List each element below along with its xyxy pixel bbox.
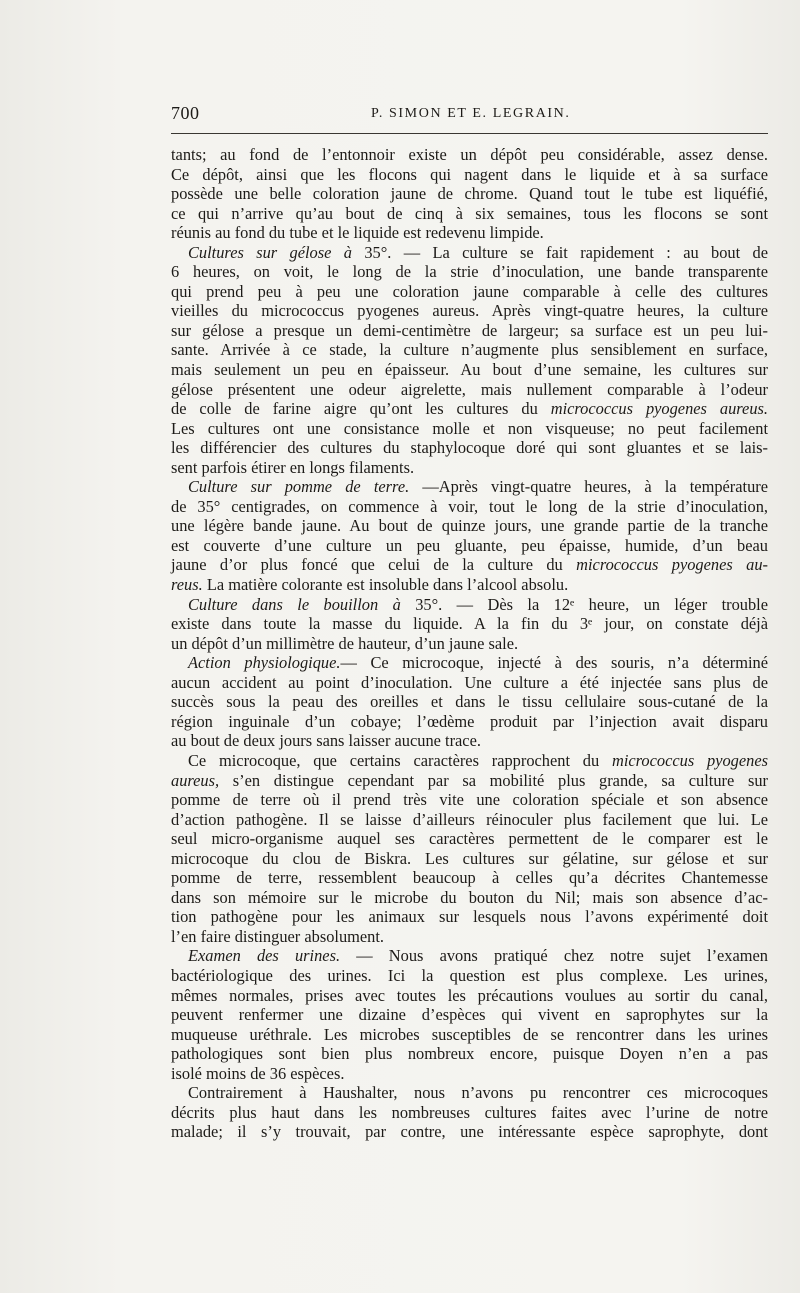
text-segment: Les cultures ont une consistance molle et non visqueuse; no peut facilement <box>171 418 768 438</box>
text-line <box>171 575 768 595</box>
text-line <box>171 340 768 360</box>
text-segment: réunis au fond du tube et le liquide est redevenu limpide. <box>171 223 544 243</box>
text-segment: l’en faire distinguer absolument. <box>171 926 385 946</box>
text-segment: sur gélose a presque un demi-centimètre de largeur; sa surface est un peu lui- <box>171 320 768 340</box>
text-line <box>171 927 768 947</box>
text-line <box>171 868 768 888</box>
text-segment: aucun accident au point d’inoculation. Une culture a été injectée sans plus de <box>171 672 768 692</box>
text-segment: La matière colorante est insoluble dans l’alcool absolu. <box>202 575 569 595</box>
text-line <box>171 555 768 575</box>
text-segment: possède une belle coloration jaune de chrome. Quand tout le tube est liquéfié, <box>171 184 768 204</box>
text-line <box>171 477 768 497</box>
italic-text: micrococcus pyogenes aureus. <box>550 399 769 419</box>
text-segment: succès sous la peau des oreilles et dans le tissu cellulaire sous-cutané de la <box>171 692 768 712</box>
italic-text: micrococcus pyogenes <box>612 750 768 770</box>
text-segment: tants; au fond de l’entonnoir existe un dépôt peu considérable, assez dense. <box>171 145 768 164</box>
text-segment: de 35° centigrades, on commence à voir, tout le long de la strie d’inoculation, <box>171 496 768 516</box>
italic-text: reus. <box>171 575 203 595</box>
text-segment: mêmes normales, prises avec toutes les précautions voulues au sortir du canal, <box>171 985 768 1005</box>
text-line <box>171 888 768 908</box>
text-segment: existe dans toute la masse du liquide. A la fin du 3ᵉ jour, on constate déjà <box>171 614 768 634</box>
text-line <box>171 1025 768 1045</box>
text-segment: pomme de terre où il prend très vite une coloration spéciale et son absence <box>171 790 768 810</box>
text-segment: pomme de terre, ressemblent beaucoup à celles qu’a décrites Chantemesse <box>171 868 768 888</box>
text-line <box>171 673 768 693</box>
text-segment: est couverte d’une culture un peu gluante, peu épaisse, humide, d’un beau <box>171 535 768 555</box>
text-line <box>171 282 768 302</box>
header-rule <box>171 133 768 134</box>
text-segment: peuvent renfermer une dizaine d’espèces qui vivent en saprophytes sur la <box>171 1005 768 1025</box>
text-line <box>171 223 768 243</box>
italic-text: Cultures sur gélose à <box>188 242 352 262</box>
text-segment: 35°. — La culture se fait rapidement : au bout de <box>351 242 769 262</box>
text-line <box>171 771 768 791</box>
text-line <box>171 751 768 771</box>
text-line <box>171 907 768 927</box>
text-segment: malade; il s’y trouvait, par contre, une intéressante espèce saprophyte, dont <box>171 1122 768 1142</box>
text-line <box>171 614 768 634</box>
text-segment: dans son mémoire sur le microbe du bouton du Nil; mais son absence d’ac- <box>171 887 768 907</box>
text-line <box>171 790 768 810</box>
italic-text: aureus, <box>171 770 220 790</box>
text-line <box>171 380 768 400</box>
text-line <box>171 1103 768 1123</box>
text-line <box>171 966 768 986</box>
text-line <box>171 399 768 419</box>
text-line <box>171 321 768 341</box>
text-segment: pathologiques sont bien plus nombreux encore, puisque Doyen n’en a pas <box>171 1044 768 1064</box>
text-segment: sante. Arrivée à ce stade, la culture n’augmente plus sensiblement en surface, <box>171 340 768 360</box>
text-segment: bactériologique des urines. Ici la question est plus complexe. Les urines, <box>171 965 768 985</box>
text-segment: gélose présentent une odeur aigrelette, mais nullement comparable à l’odeur <box>171 379 768 399</box>
text-segment: d’action pathogène. Il se laisse d’ailleurs réinoculer plus facilement que lui. Le <box>171 809 768 829</box>
text-line <box>171 536 768 556</box>
text-segment: une légère bande jaune. Au bout de quinze jours, une grande partie de la tranche <box>171 516 768 536</box>
text-segment: qui prend peu à peu une coloration jaune comparable à celle des cultures <box>171 281 768 301</box>
italic-text: Action physiologique. <box>188 653 341 673</box>
text-line <box>171 419 768 439</box>
text-line <box>171 692 768 712</box>
text-line <box>171 712 768 732</box>
text-segment: jaune d’or plus foncé que celui de la culture du <box>171 555 577 575</box>
text-line <box>171 516 768 536</box>
text-segment: — Ce microcoque, injecté à des souris, n’a déterminé <box>340 653 768 673</box>
italic-text: Culture sur pomme de terre. <box>188 477 410 497</box>
text-segment: Ce dépôt, ainsi que les flocons qui nagent dans le liquide et à sa surface <box>171 164 768 184</box>
text-line <box>171 1083 768 1103</box>
text-line <box>171 184 768 204</box>
text-line <box>171 458 768 478</box>
text-segment: tion pathogène pour les animaux sur lesquels nous l’avons expérimenté doit <box>171 907 768 927</box>
text-segment: microcoque du clou de Biskra. Les cultures sur gélatine, sur gélose et sur <box>171 848 768 868</box>
running-head: P. SIMON ET E. LEGRAIN. <box>371 106 571 121</box>
body-text <box>171 145 768 1142</box>
text-line <box>171 262 768 282</box>
text-line <box>171 634 768 654</box>
text-line <box>171 595 768 615</box>
text-line <box>171 145 768 165</box>
text-line <box>171 438 768 458</box>
text-segment: les différencier des cultures du staphylocoque doré qui sont gluantes et se lais- <box>171 438 768 458</box>
page-number: 700 <box>171 103 200 123</box>
text-segment: 35°. — Dès la 12ᵉ heure, un léger trouble <box>400 594 769 614</box>
text-segment: Contrairement à Haushalter, nous n’avons pu rencontrer ces microcoques <box>188 1083 768 1103</box>
italic-text: Examen des urines. <box>188 946 341 966</box>
text-segment: s’en distingue cependant par sa mobilité plus grande, sa culture sur <box>219 770 768 790</box>
text-segment: un dépôt d’un millimètre de hauteur, d’un jaune sale. <box>171 633 519 653</box>
text-line <box>171 1064 768 1084</box>
text-segment: ce qui n’arrive qu’au bout de cinq à six semaines, tous les flocons se sont <box>171 203 768 223</box>
text-segment: mais seulement un peu en épaisseur. Au bout d’une semaine, les cultures sur <box>171 360 768 380</box>
text-segment: —Après vingt-quatre heures, à la température <box>409 477 768 497</box>
text-line <box>171 810 768 830</box>
text-line <box>171 165 768 185</box>
text-line <box>171 1044 768 1064</box>
italic-text: micrococcus pyogenes au- <box>576 555 768 575</box>
text-segment: Ce microcoque, que certains caractères rapprochent du <box>188 750 612 770</box>
text-line <box>171 1122 768 1142</box>
text-line <box>171 360 768 380</box>
text-segment: muqueuse uréthrale. Les microbes susceptibles de se rencontrer dans les urines <box>171 1024 768 1044</box>
text-segment: décrits plus haut dans les nombreuses cultures faites avec l’urine de notre <box>171 1102 768 1122</box>
text-segment: 6 heures, on voit, le long de la strie d’inoculation, une bande transparente <box>171 262 768 282</box>
text-line <box>171 849 768 869</box>
text-segment: région inguinale d’un cobaye; l’œdème produit par l’injection avait disparu <box>171 711 768 731</box>
text-segment: de colle de farine aigre qu’ont les cultures du <box>171 399 551 419</box>
text-segment: au bout de deux jours sans laisser aucune trace. <box>171 731 481 751</box>
text-line <box>171 497 768 517</box>
text-line <box>171 653 768 673</box>
text-segment: — Nous avons pratiqué chez notre sujet l’examen <box>340 946 768 966</box>
text-line <box>171 829 768 849</box>
text-line <box>171 731 768 751</box>
text-segment: isolé moins de 36 espèces. <box>171 1063 345 1083</box>
page-header <box>171 103 768 127</box>
text-segment: seul micro-organisme auquel ses caractères permettent de le comparer est le <box>171 829 768 849</box>
text-line <box>171 301 768 321</box>
text-segment: sent parfois étirer en longs filaments. <box>171 457 415 477</box>
italic-text: Culture dans le bouillon à <box>188 594 401 614</box>
text-segment: vieilles du micrococcus pyogenes aureus. Après vingt-quatre heures, la culture <box>171 301 768 321</box>
text-line <box>171 986 768 1006</box>
text-line <box>171 243 768 263</box>
text-line <box>171 204 768 224</box>
text-line <box>171 1005 768 1025</box>
text-line <box>171 946 768 966</box>
